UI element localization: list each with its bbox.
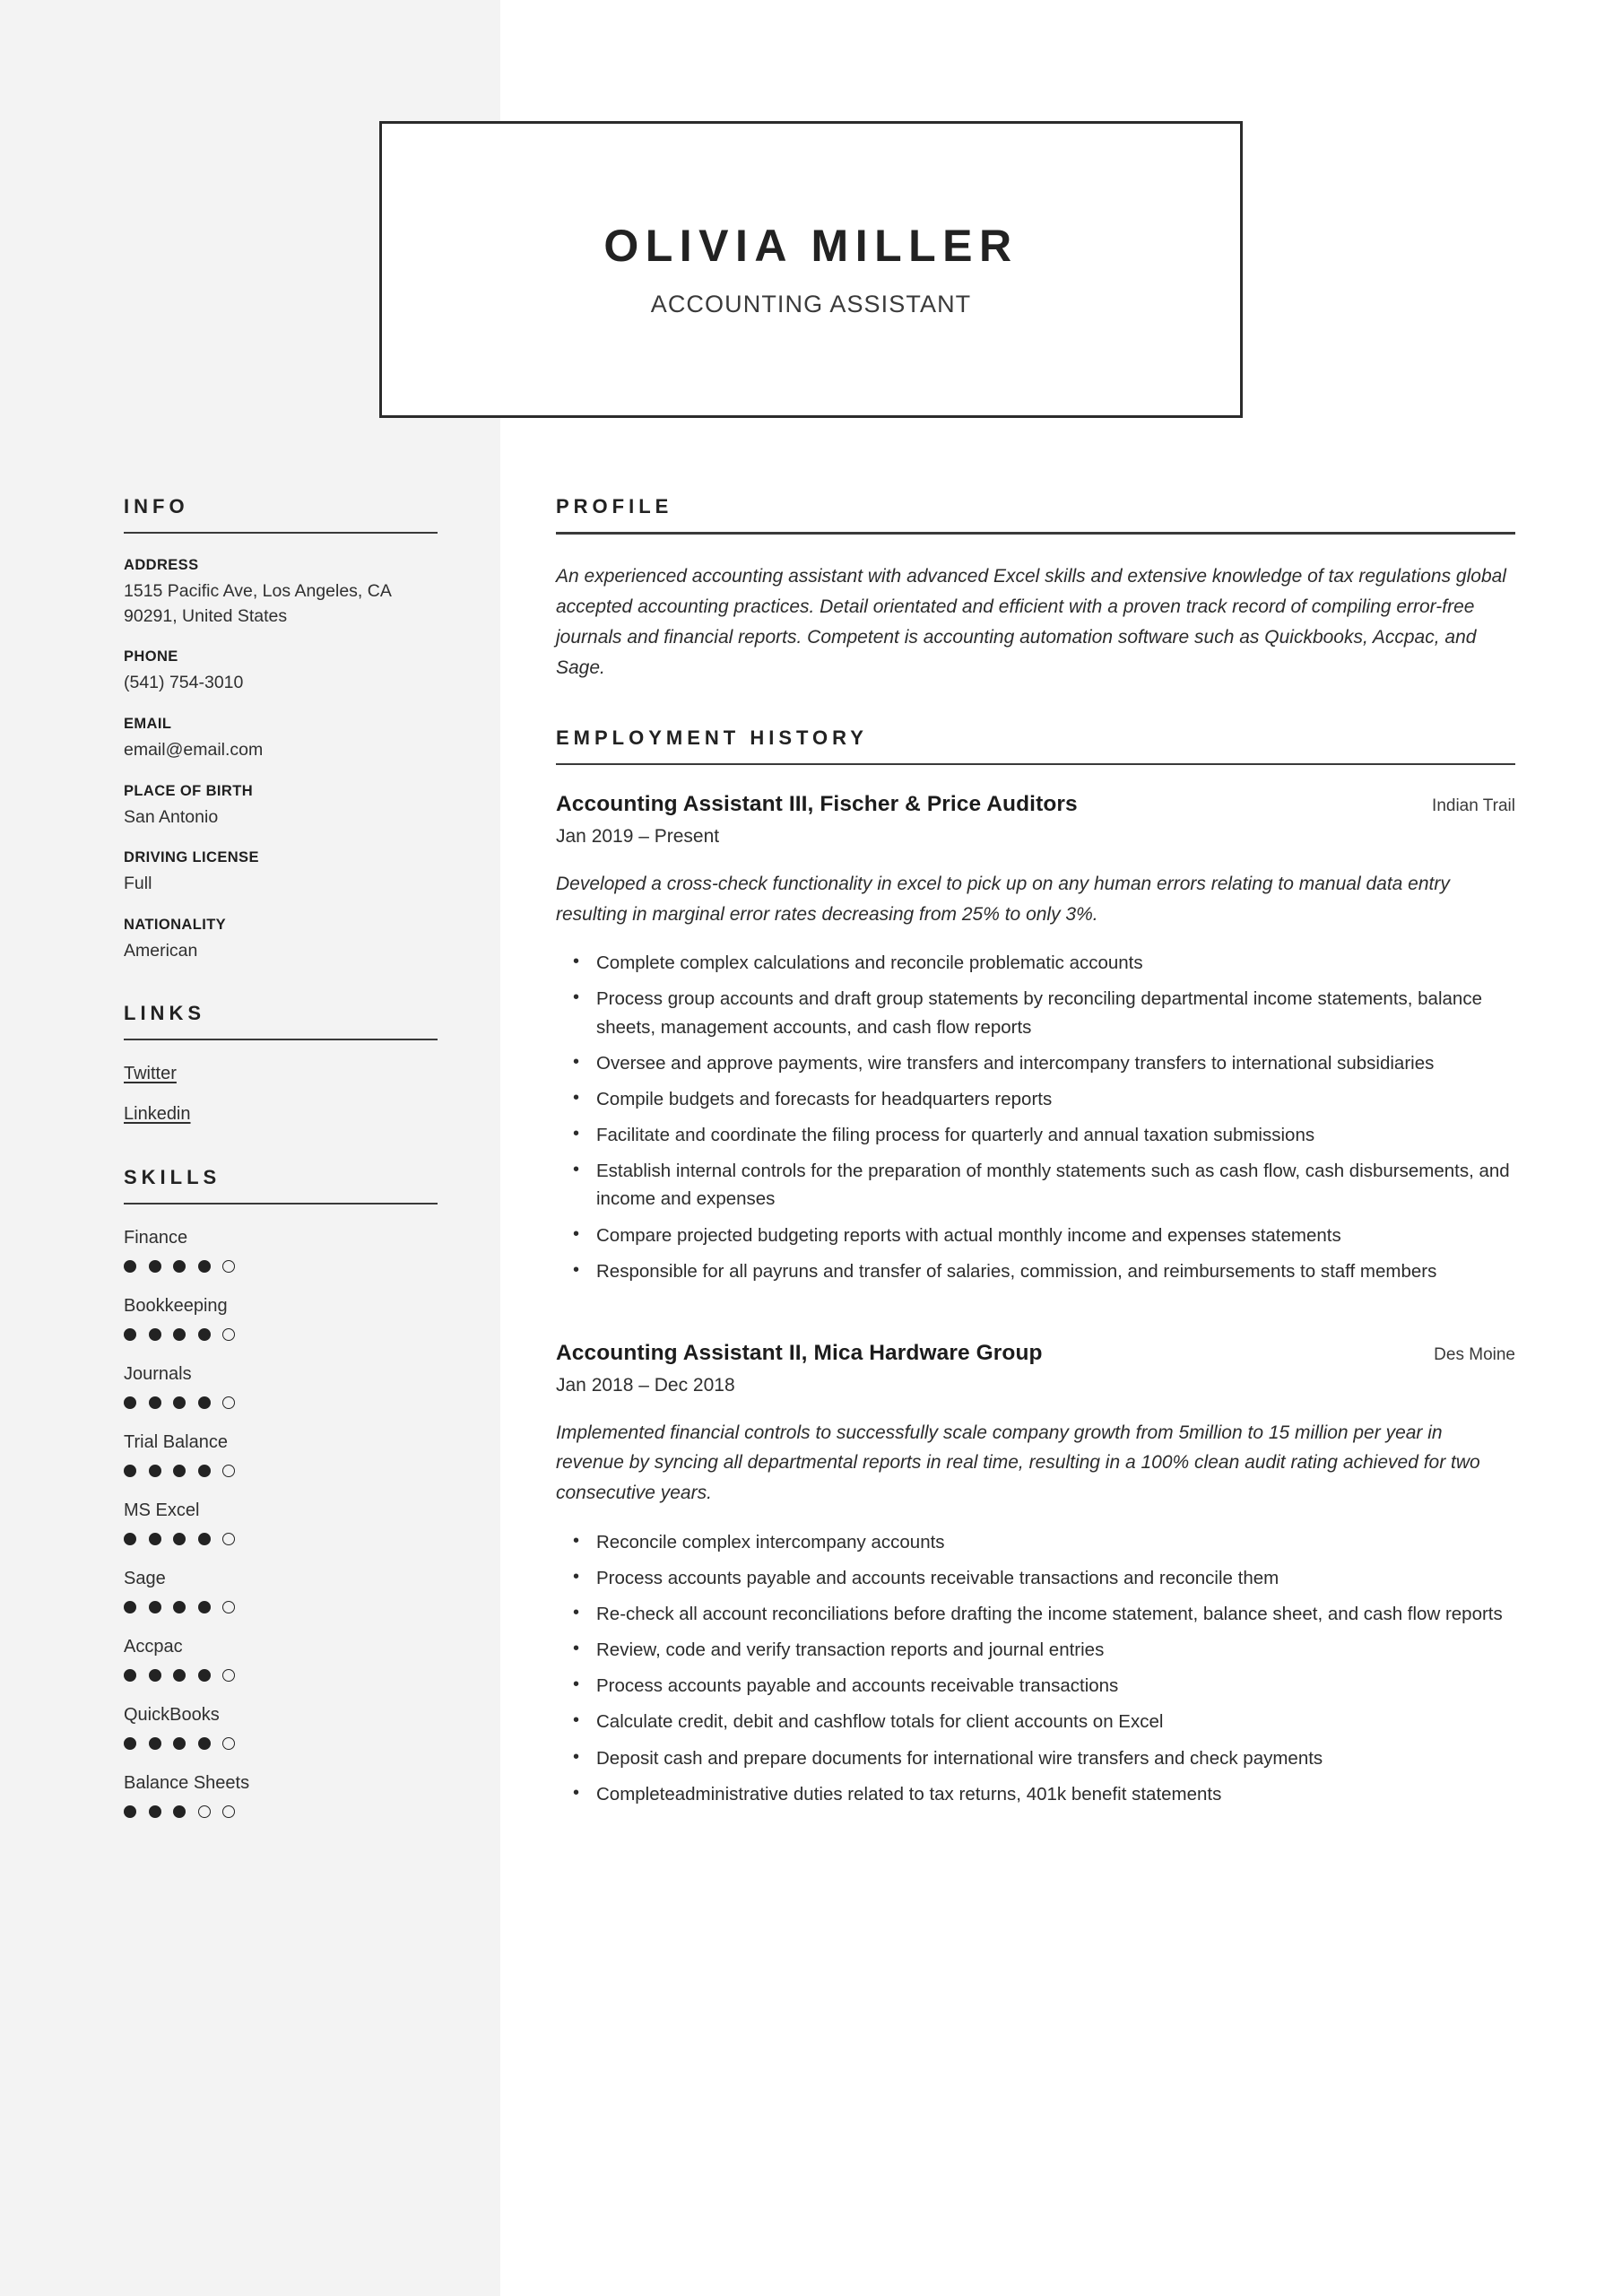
job-bullet: • Reconcile complex intercompany accounts [596, 1528, 1515, 1556]
info-item-label: DRIVING LICENSE [124, 849, 259, 866]
rating-dot-filled-icon [198, 1669, 211, 1682]
job-title: Accounting Assistant III, Fischer & Price Auditors [556, 792, 1078, 817]
rating-dot-filled-icon [173, 1805, 186, 1818]
sidebar [124, 495, 438, 1841]
rating-dot-filled-icon [198, 1260, 211, 1273]
rating-dot-filled-icon [124, 1737, 136, 1750]
skill-name: Balance Sheets [124, 1772, 250, 1793]
skill-item [124, 1705, 438, 1750]
info-item [124, 648, 438, 696]
info-divider [124, 532, 438, 534]
job-title: Accounting Assistant II, Mica Hardware Group [556, 1340, 1043, 1365]
rating-dot-filled-icon [198, 1533, 211, 1545]
info-item-value: 1515 Pacific Ave, Los Angeles, CA 90291, United States [124, 581, 391, 626]
rating-dot-filled-icon [198, 1465, 211, 1477]
job-dates: Jan 2019 – Present [556, 826, 720, 848]
job-summary: Implemented financial controls to successfully scale company growth from 5million to 15 million per year in revenue by syncing all departmental reports in real time, resulting in a 100% clean audit rating achieved for two consecutive years. [556, 1422, 1480, 1503]
links-list [124, 1064, 438, 1125]
job-bullet: • Compare projected budgeting reports with actual monthly income and expenses statements [596, 1222, 1515, 1249]
rating-dot-empty-icon [222, 1260, 235, 1273]
rating-dot-filled-icon [124, 1396, 136, 1409]
job-location: Indian Trail [1432, 796, 1515, 816]
rating-dot-empty-icon [222, 1601, 235, 1613]
info-section [124, 495, 438, 964]
employment-divider [556, 763, 1515, 766]
info-item-label: EMAIL [124, 716, 172, 733]
info-item [124, 917, 438, 964]
job-dates: Jan 2018 – Dec 2018 [556, 1374, 735, 1396]
profile-section [556, 495, 1515, 683]
rating-dot-filled-icon [149, 1533, 161, 1545]
job-bullet-list [556, 949, 1515, 1285]
rating-dot-empty-icon [222, 1805, 235, 1818]
job-location: Des Moine [1434, 1344, 1515, 1364]
info-item-label: NATIONALITY [124, 917, 227, 934]
info-item [124, 716, 438, 763]
skills-divider [124, 1203, 438, 1205]
job-summary: Developed a cross-check functionality in excel to pick up on any human errors relating to manual data entry resulting in marginal error rates decreasing from 25% to only 3%. [556, 874, 1450, 925]
links-heading: LINKS [124, 1001, 205, 1024]
skill-item [124, 1364, 438, 1409]
rating-dot-filled-icon [173, 1669, 186, 1682]
job-spacer [556, 1298, 1515, 1341]
job-bullet: • Oversee and approve payments, wire transfers and intercompany transfers to international subsidiaries [596, 1049, 1515, 1077]
skill-item [124, 1296, 438, 1341]
link-item-linkedin[interactable]: Linkedin [124, 1103, 191, 1124]
rating-dot-filled-icon [198, 1396, 211, 1409]
skill-item [124, 1569, 438, 1613]
info-item-value: email@email.com [124, 740, 264, 761]
job-entry [556, 1341, 1515, 1808]
job-header-row [556, 1341, 1515, 1366]
info-item-value: Full [124, 874, 152, 894]
job-bullet: • Establish internal controls for the preparation of monthly statements such as cash flow, cash disbursements, and income and expenses [596, 1157, 1515, 1213]
rating-dot-filled-icon [124, 1465, 136, 1477]
rating-dot-filled-icon [149, 1737, 161, 1750]
rating-dot-filled-icon [124, 1669, 136, 1682]
skill-rating-dots [124, 1465, 438, 1477]
links-section [124, 1002, 438, 1125]
job-bullet-list [556, 1528, 1515, 1808]
skills-heading: SKILLS [124, 1165, 221, 1188]
profile-heading: PROFILE [556, 495, 673, 517]
name-header-box [379, 121, 1243, 418]
job-bullet: • Process group accounts and draft group statements by reconciling departmental income statements, balance sheets, management accounts, and cash flow reports [596, 985, 1515, 1040]
job-bullet: • Completeadministrative duties related to tax returns, 401k benefit statements [596, 1780, 1515, 1808]
rating-dot-filled-icon [173, 1465, 186, 1477]
job-header-row [556, 792, 1515, 817]
skill-item [124, 1228, 438, 1273]
rating-dot-filled-icon [173, 1328, 186, 1341]
skill-name: Trial Balance [124, 1431, 228, 1452]
rating-dot-filled-icon [149, 1396, 161, 1409]
skill-name: Finance [124, 1227, 188, 1248]
info-item-value: (541) 754-3010 [124, 673, 244, 693]
rating-dot-filled-icon [173, 1260, 186, 1273]
rating-dot-filled-icon [149, 1328, 161, 1341]
rating-dot-filled-icon [173, 1601, 186, 1613]
skill-rating-dots [124, 1260, 438, 1273]
rating-dot-filled-icon [173, 1533, 186, 1545]
info-item-value: American [124, 941, 198, 961]
rating-dot-filled-icon [198, 1737, 211, 1750]
skill-rating-dots [124, 1533, 438, 1545]
rating-dot-empty-icon [222, 1533, 235, 1545]
rating-dot-filled-icon [124, 1601, 136, 1613]
skill-item [124, 1637, 438, 1682]
info-item [124, 783, 438, 831]
skills-section [124, 1166, 438, 1818]
rating-dot-empty-icon [222, 1669, 235, 1682]
rating-dot-filled-icon [149, 1669, 161, 1682]
skill-rating-dots [124, 1669, 438, 1682]
skill-name: Sage [124, 1568, 166, 1588]
profile-text: An experienced accounting assistant with advanced Excel skills and extensive knowledge of tax regulations global accepted accounting practices. Detail orientated and efficient with a proven track record of compiling error-free journals and financial reports. Competent is accounting automation software such as Quickbooks, Accpac, and Sage. [556, 565, 1506, 678]
rating-dot-filled-icon [149, 1465, 161, 1477]
rating-dot-filled-icon [124, 1260, 136, 1273]
rating-dot-filled-icon [173, 1396, 186, 1409]
job-bullet: • Facilitate and coordinate the filing process for quarterly and annual taxation submissions [596, 1121, 1515, 1149]
info-item [124, 557, 438, 629]
employment-history-section [556, 726, 1515, 1808]
job-bullet: • Responsible for all payruns and transfer of salaries, commission, and reimbursements to staff members [596, 1257, 1515, 1285]
info-item-label: PLACE OF BIRTH [124, 782, 254, 799]
job-bullet: • Process accounts payable and accounts receivable transactions and reconcile them [596, 1564, 1515, 1592]
link-item-twitter[interactable]: Twitter [124, 1063, 177, 1083]
skill-item [124, 1432, 438, 1477]
info-list [124, 557, 438, 964]
skills-list [124, 1228, 438, 1818]
skill-name: Accpac [124, 1636, 183, 1657]
profile-divider [556, 532, 1515, 535]
rating-dot-empty-icon [198, 1805, 211, 1818]
jobs-list [556, 792, 1515, 1808]
job-entry [556, 792, 1515, 1285]
skill-rating-dots [124, 1601, 438, 1613]
skill-name: QuickBooks [124, 1704, 220, 1725]
links-divider [124, 1039, 438, 1040]
job-bullet: • Deposit cash and prepare documents for international wire transfers and check payments [596, 1744, 1515, 1772]
rating-dot-filled-icon [198, 1328, 211, 1341]
skill-name: Journals [124, 1363, 192, 1384]
info-item-label: ADDRESS [124, 557, 199, 573]
rating-dot-filled-icon [124, 1805, 136, 1818]
info-heading: INFO [124, 495, 189, 517]
rating-dot-empty-icon [222, 1465, 235, 1477]
rating-dot-empty-icon [222, 1396, 235, 1409]
job-title-subtitle: ACCOUNTING ASSISTANT [650, 290, 972, 317]
skill-item [124, 1500, 438, 1545]
info-item [124, 849, 438, 897]
skill-rating-dots [124, 1328, 438, 1341]
info-item-value: San Antonio [124, 806, 219, 827]
info-item-label: PHONE [124, 648, 178, 665]
rating-dot-filled-icon [149, 1805, 161, 1818]
job-bullet: • Complete complex calculations and reconcile problematic accounts [596, 949, 1515, 977]
job-bullet: • Calculate credit, debit and cashflow totals for client accounts on Excel [596, 1708, 1515, 1735]
page-title: OLIVIA MILLER [603, 220, 1019, 271]
job-bullet: • Re-check all account reconciliations before drafting the income statement, balance sheet, and cash flow reports [596, 1600, 1515, 1628]
skill-rating-dots [124, 1396, 438, 1409]
job-bullet: • Process accounts payable and accounts receivable transactions [596, 1672, 1515, 1700]
skill-name: Bookkeeping [124, 1295, 228, 1316]
rating-dot-filled-icon [149, 1260, 161, 1273]
skill-name: MS Excel [124, 1500, 200, 1520]
rating-dot-empty-icon [222, 1737, 235, 1750]
employment-heading: EMPLOYMENT HISTORY [556, 726, 868, 749]
skill-rating-dots [124, 1737, 438, 1750]
job-bullet: • Review, code and verify transaction reports and journal entries [596, 1636, 1515, 1664]
rating-dot-filled-icon [124, 1533, 136, 1545]
main-column [556, 495, 1515, 1821]
rating-dot-filled-icon [198, 1601, 211, 1613]
skill-item [124, 1773, 438, 1818]
rating-dot-filled-icon [149, 1601, 161, 1613]
rating-dot-filled-icon [124, 1328, 136, 1341]
rating-dot-empty-icon [222, 1328, 235, 1341]
rating-dot-filled-icon [173, 1737, 186, 1750]
skill-rating-dots [124, 1805, 438, 1818]
job-bullet: • Compile budgets and forecasts for headquarters reports [596, 1085, 1515, 1113]
